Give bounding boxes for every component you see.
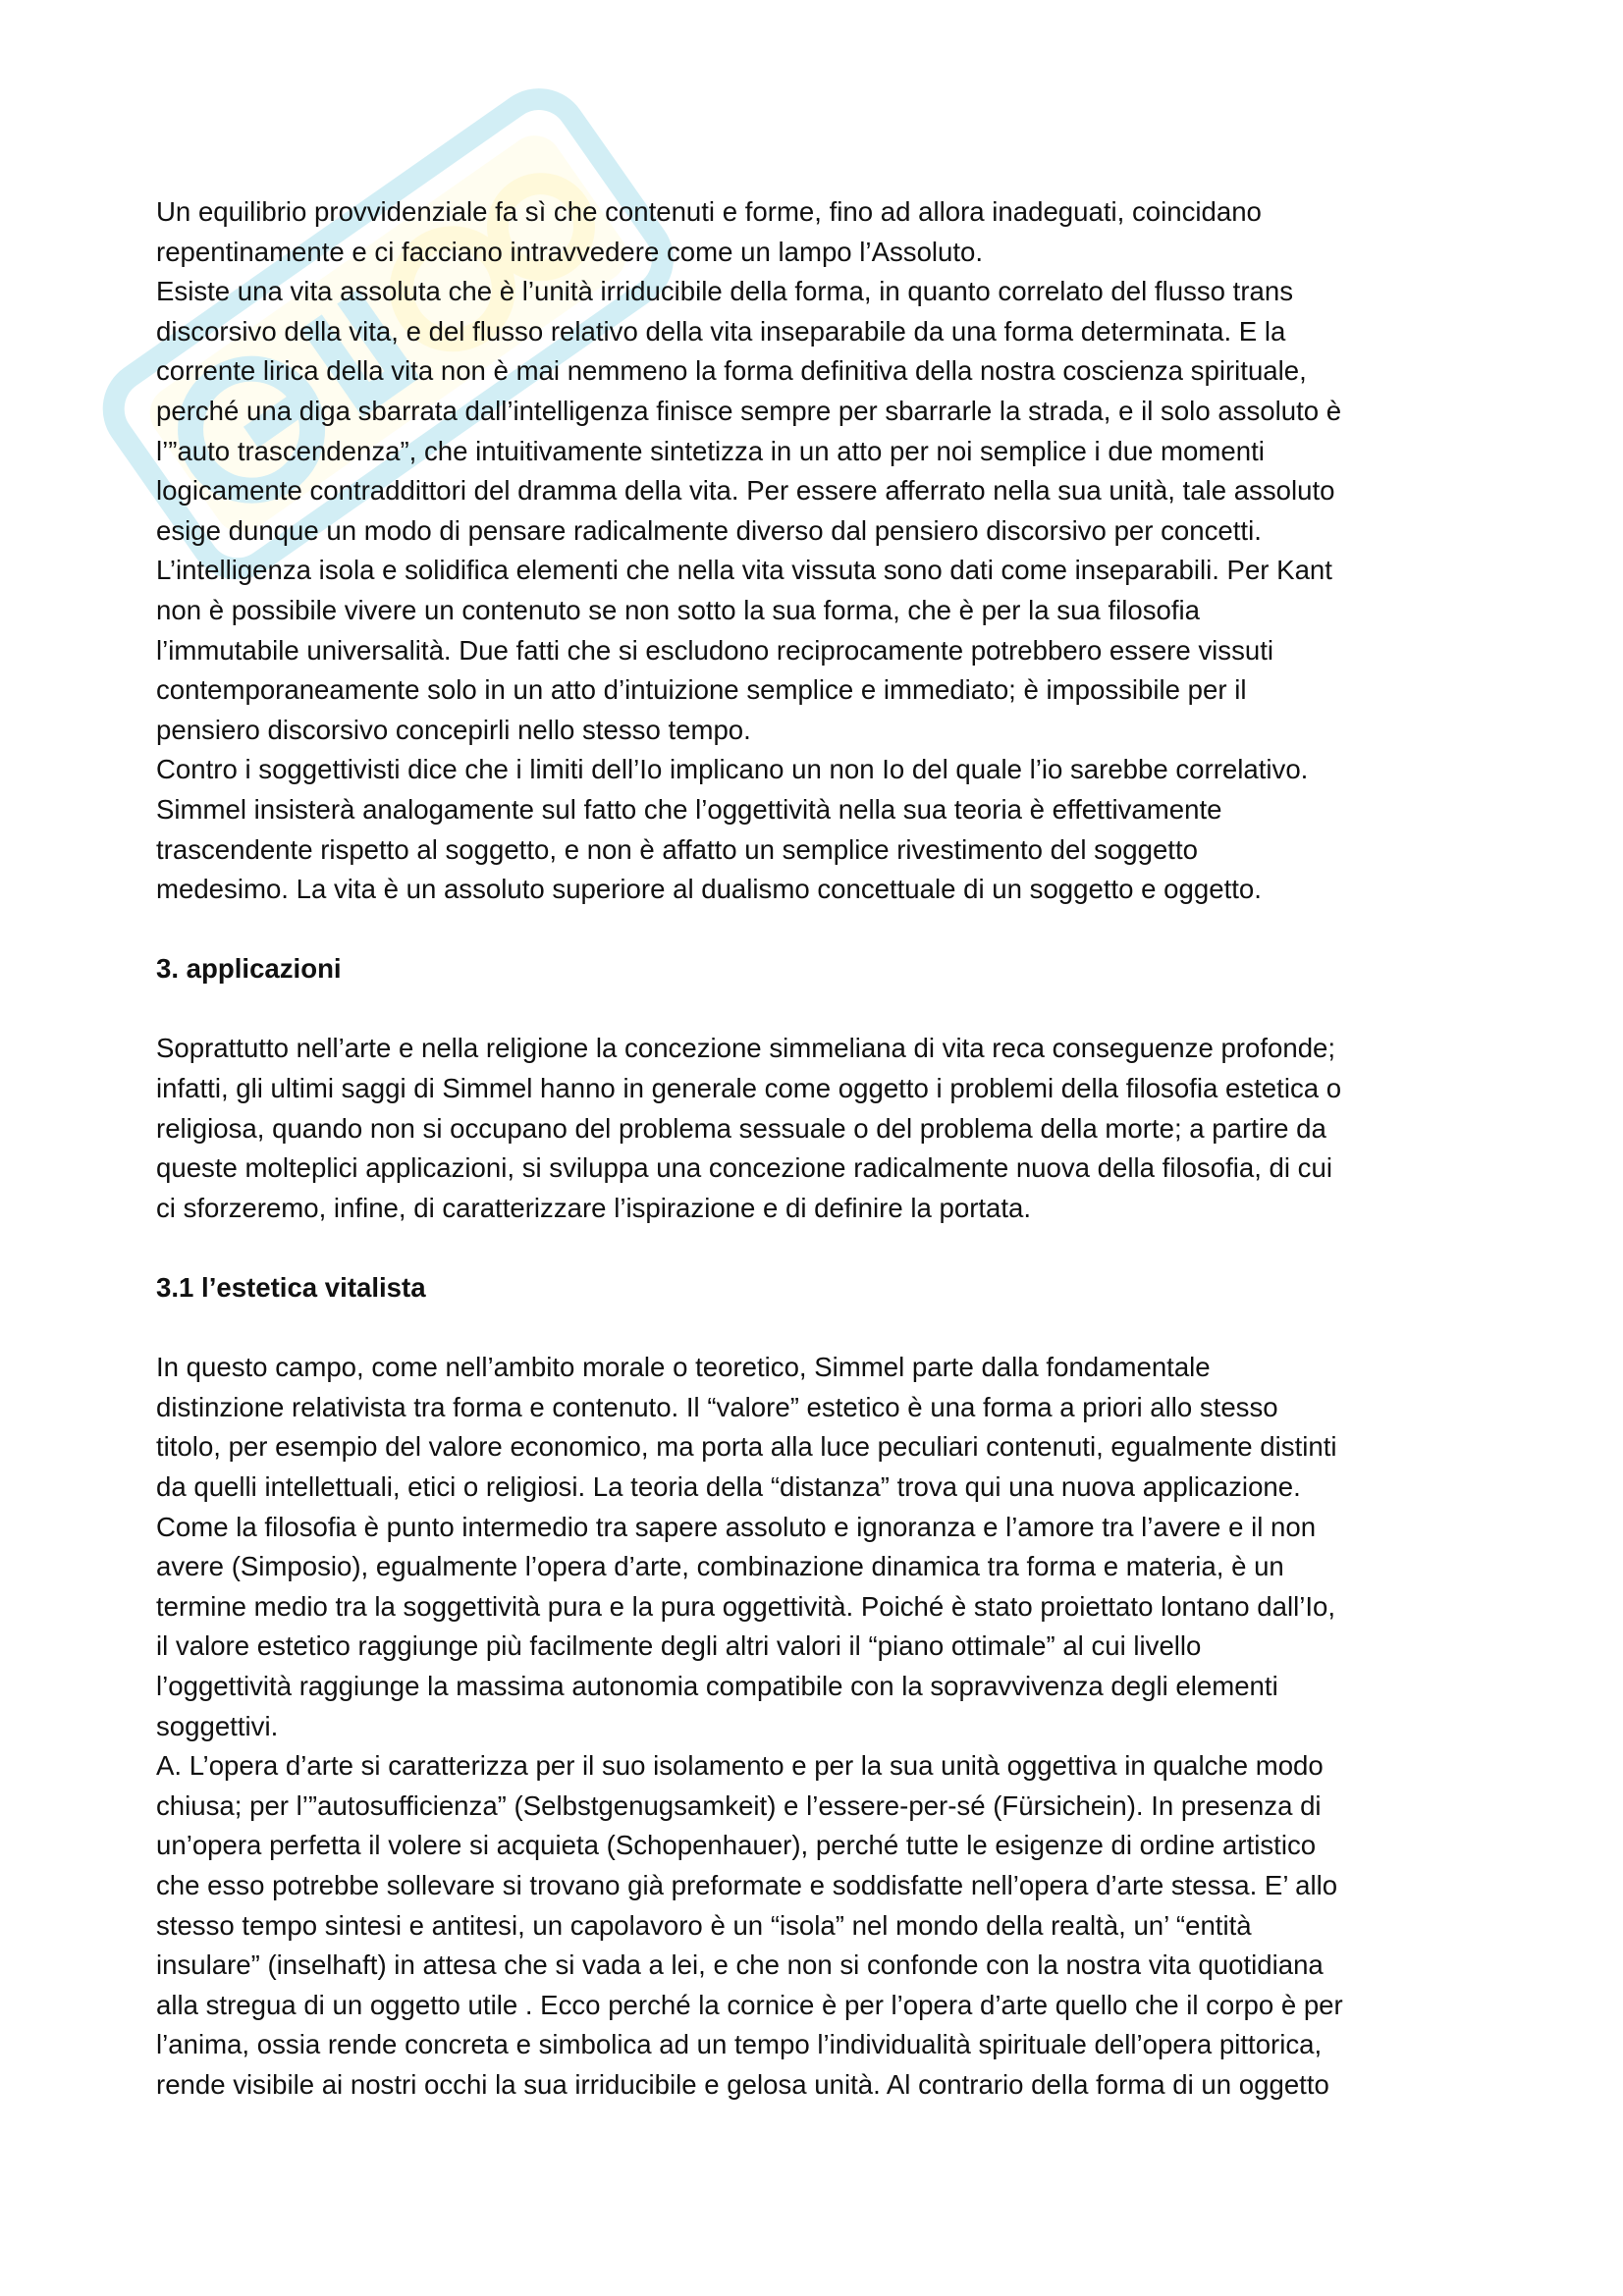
body-paragraph: A. L’opera d’arte si caratterizza per il suo isolamento e per la sua unità oggettiva in qualche modo chiusa; per l’”autosufficienza” (Selbstgenugsamkeit) e l’essere-per-sé (Fürsichein). In presenza di un’opera perfetta il volere si acquieta (Schopenhauer), perché tutte le esigenze di ordine artistico che esso potrebbe sollevare si trovano già preformate e soddisfatte nell’opera d’arte stessa. E’ allo stesso tempo sintesi e antitesi, un capolavoro è un “isola” nel mondo della realtà, un’ “entità insulare” (inselhaft) in attesa che si vada a lei, e che non si confonde con la nostra vita quotidiana alla stregua di un oggetto utile . Ecco perché la cornice è per l’opera d’arte quello che il corpo è per l’anima, ossia rende concreta e simbolica ad un tempo l’individualità spirituale dell’opera pittorica, rende visibile ai nostri occhi la sua irriducibile e gelosa unità. Al contrario della forma di un oggetto bbox=[156, 1750, 1343, 2100]
document-page bbox=[156, 192, 1491, 2106]
spacer bbox=[156, 1308, 1491, 1349]
body-paragraph: Un equilibrio provvidenziale fa sì che contenuti e forme, fino ad allora inadeguati, coincidano repentinamente e ci facciano intravvedere come un lampo l’Assoluto. bbox=[156, 196, 1262, 267]
body-paragraph: Soprattutto nell’arte e nella religione la concezione simmeliana di vita reca conseguenze profonde; infatti, gli ultimi saggi di Simmel hanno in generale come oggetto i problemi della filosofia estetica o religiosa, quando non si occupano del problema sessuale o del problema della morte; a partire da queste molteplici applicazioni, si sviluppa una concezione radicalmente nuova della filosofia, di cui ci sforzeremo, infine, di caratterizzare l’ispirazione e di definire la portata. bbox=[156, 1033, 1342, 1223]
spacer bbox=[156, 989, 1491, 1030]
spacer bbox=[156, 1228, 1491, 1268]
body-paragraph: Esiste una vita assoluta che è l’unità irriducibile della forma, in quanto correlato del flusso trans discorsivo della vita, e del flusso relativo della vita inseparabile da una forma determinata. E la corrente lirica della vita non è mai nemmeno la forma definitiva della nostra coscienza spirituale, perché una diga sbarrata dall’intelligenza finisce sempre per sbarrarle la strada, e il solo assoluto è l’”auto trascendenza”, che intuitivamente sintetizza in un atto per noi semplice i due momenti logicamente contraddittori del dramma della vita. Per essere afferrato nella sua unità, tale assoluto esige dunque un modo di pensare radicalmente diverso dal pensiero discorsivo per concetti. bbox=[156, 276, 1342, 546]
spacer bbox=[156, 910, 1491, 950]
body-paragraph: Contro i soggettivisti dice che i limiti dell’Io implicano un non Io del quale l’io sarebbe correlativo. Simmel insisterà analogamente sul fatto che l’oggettività nella sua teoria è effettivamente trascendente rispetto al soggetto, e non è affatto un semplice rivestimento del soggetto medesimo. La vita è un assoluto superiore al dualismo concettuale di un soggetto e oggetto. bbox=[156, 754, 1309, 905]
body-paragraph: In questo campo, come nell’ambito morale o teoretico, Simmel parte dalla fondamentale distinzione relativista tra forma e contenuto. Il “valore” estetico è una forma a priori allo stesso titolo, per esempio del valore economico, ma porta alla luce peculiari contenuti, egualmente distinti da quelli intellettuali, etici o religiosi. La teoria della “distanza” trova qui una nuova applicazione. Come la filosofia è punto intermedio tra sapere assoluto e ignoranza e l’amore tra l’avere e il non avere (Simposio), egualmente l’opera d’arte, combinazione dinamica tra forma e materia, è un termine medio tra la soggettività pura e la pura oggettività. Poiché è stato proiettato lontano dall’Io, il valore estetico raggiunge più facilmente degli altri valori il “piano ottimale” al cui livello l’oggettività raggiunge la massima autonomia compatibile con la sopravvivenza degli elementi soggettivi. bbox=[156, 1352, 1337, 1741]
body-paragraph: L’intelligenza isola e solidifica elementi che nella vita vissuta sono dati come inseparabili. Per Kant non è possibile vivere un contenuto se non sotto la sua forma, che è per la sua filosofia l’immutabile universalità. Due fatti che si escludono reciprocamente potrebbero essere vissuti contemporaneamente solo in un atto d’intuizione semplice e immediato; è impossibile per il pensiero discorsivo concepirli nello stesso tempo. bbox=[156, 555, 1332, 745]
section-heading-estetica: 3.1 l’estetica vitalista bbox=[156, 1272, 426, 1304]
section-heading-applicazioni: 3. applicazioni bbox=[156, 953, 342, 985]
